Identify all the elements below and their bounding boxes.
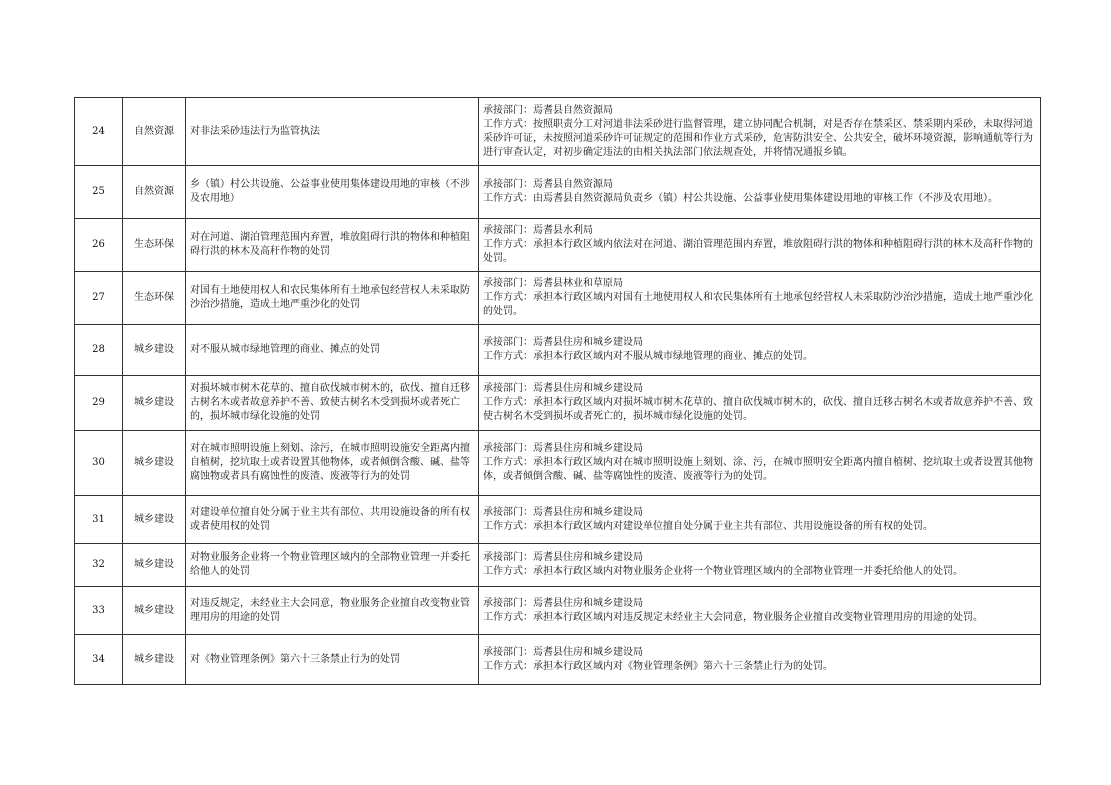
row-number: 33 <box>75 587 123 635</box>
table-row <box>75 98 1041 166</box>
row-info <box>479 219 1041 272</box>
mode-label: 工作方式： <box>483 611 533 623</box>
row-category: 自然资源 <box>123 166 186 219</box>
mode-line <box>483 611 1036 625</box>
dept-label: 承接部门： <box>483 443 533 454</box>
table-row <box>75 166 1041 219</box>
row-number: 32 <box>75 544 123 587</box>
row-number: 34 <box>75 635 123 685</box>
row-item: 对建设单位擅自处分属于业主共有部位、共用设施设备的所有权或者使用权的处罚 <box>186 496 479 544</box>
row-number: 27 <box>75 272 123 325</box>
dept-value: 焉耆县林业和草原局 <box>533 278 623 289</box>
dept-label: 承接部门： <box>483 646 533 658</box>
row-item: 对物业服务企业将一个物业管理区域内的全部物业管理一并委托给他人的处罚 <box>186 544 479 587</box>
mode-line <box>483 396 1036 424</box>
dept-value: 焉耆县住房和城乡建设局 <box>533 443 643 454</box>
mode-label: 工作方式： <box>483 292 533 303</box>
mode-value: 承担本行政区域内依法对在河道、湖泊管理范围内弃置，堆放阻碍行洪的物体和种植阻碍行洪的林木及高秆作物的处罚。 <box>483 239 1033 264</box>
mode-line <box>483 350 1036 364</box>
dept-value: 焉耆县水利局 <box>533 225 593 236</box>
dept-value: 焉耆县住房和城乡建设局 <box>533 597 643 609</box>
mode-label: 工作方式： <box>483 566 533 577</box>
table-row <box>75 587 1041 635</box>
dept-label: 承接部门： <box>483 278 533 289</box>
row-number: 30 <box>75 431 123 496</box>
row-number: 24 <box>75 98 123 166</box>
mode-line <box>483 118 1036 160</box>
row-category: 城乡建设 <box>123 587 186 635</box>
mode-label: 工作方式： <box>483 118 533 130</box>
mode-value: 承担本行政区域内对建设单位擅自处分属于业主共有部位、共用设施设备的所有权的处罚。 <box>533 520 933 532</box>
mode-label: 工作方式： <box>483 660 533 672</box>
row-item: 乡（镇）村公共设施、公益事业使用集体建设用地的审核（不涉及农用地） <box>186 166 479 219</box>
table-row <box>75 496 1041 544</box>
row-item: 对非法采砂违法行为监管执法 <box>186 98 479 166</box>
mode-label: 工作方式： <box>483 239 533 250</box>
row-info <box>479 272 1041 325</box>
dept-value: 焉耆县自然资源局 <box>533 104 613 116</box>
dept-line <box>483 551 1036 565</box>
table-row <box>75 544 1041 587</box>
mode-value: 承担本行政区域内对物业服务企业将一个物业管理区域内的全部物业管理一并委托给他人的处罚。 <box>533 566 963 577</box>
mode-value: 按照职责分工对河道非法采砂进行监督管理，建立协同配合机制，对是否存在禁采区、禁采期内采砂，未取得河道采砂许可证，未按照河道采砂许可证规定的范围和作业方式采砂，危害防洪安全、公共安全，破坏环境资源，影响通航等行为进行审查认定，对初步确定违法的由相关执法部门依法规查处，并将情况通报乡镇。 <box>483 118 1033 158</box>
responsibility-table <box>74 97 1041 685</box>
row-category: 生态环保 <box>123 219 186 272</box>
row-category: 自然资源 <box>123 98 186 166</box>
row-number: 31 <box>75 496 123 544</box>
dept-line <box>483 506 1036 520</box>
table-row <box>75 325 1041 376</box>
row-item: 对《物业管理条例》第六十三条禁止行为的处罚 <box>186 635 479 685</box>
row-info <box>479 166 1041 219</box>
row-info <box>479 635 1041 685</box>
mode-value: 承担本行政区域内对在城市照明设施上刻划、涂、污，在城市照明安全距离内擅自植树、挖坑取土或者设置其他物体，或者倾倒含酸、碱、盐等腐蚀性的废渣、废液等行为的处罚。 <box>483 457 1033 482</box>
table-row <box>75 376 1041 431</box>
row-category: 城乡建设 <box>123 376 186 431</box>
dept-line <box>483 277 1036 291</box>
dept-line <box>483 336 1036 350</box>
table-row <box>75 272 1041 325</box>
mode-line <box>483 660 1036 674</box>
dept-value: 焉耆县住房和城乡建设局 <box>533 337 643 348</box>
row-category: 城乡建设 <box>123 544 186 587</box>
mode-line <box>483 238 1036 266</box>
row-number: 25 <box>75 166 123 219</box>
dept-label: 承接部门： <box>483 552 533 563</box>
dept-value: 焉耆县住房和城乡建设局 <box>533 552 643 563</box>
dept-line <box>483 597 1036 611</box>
mode-label: 工作方式： <box>483 193 533 204</box>
dept-line <box>483 104 1036 118</box>
row-number: 29 <box>75 376 123 431</box>
dept-label: 承接部门： <box>483 179 533 190</box>
row-info <box>479 544 1041 587</box>
mode-label: 工作方式： <box>483 457 533 468</box>
row-info <box>479 325 1041 376</box>
dept-value: 焉耆县自然资源局 <box>533 179 613 190</box>
row-info <box>479 98 1041 166</box>
dept-line <box>483 646 1036 660</box>
mode-value: 承担本行政区域内对违反规定未经业主大会同意，物业服务企业擅自改变物业管理用房的用途的处罚。 <box>533 611 983 623</box>
mode-line <box>483 456 1036 484</box>
row-category: 城乡建设 <box>123 496 186 544</box>
row-category: 城乡建设 <box>123 431 186 496</box>
dept-line <box>483 382 1036 396</box>
mode-label: 工作方式： <box>483 520 533 532</box>
mode-value: 由焉耆县自然资源局负责乡（镇）村公共设施、公益事业使用集体建设用地的审核工作（不涉及农用地）。 <box>533 193 998 204</box>
row-item: 对国有土地使用权人和农民集体所有土地承包经营权人未采取防沙治沙措施，造成土地严重沙化的处罚 <box>186 272 479 325</box>
table-row <box>75 635 1041 685</box>
mode-line <box>483 520 1036 534</box>
row-item: 对违反规定，未经业主大会同意，物业服务企业擅自改变物业管理用房的用途的处罚 <box>186 587 479 635</box>
row-item: 对在河道、湖泊管理范围内弃置，堆放阻碍行洪的物体和种植阻碍行洪的林木及高秆作物的处罚 <box>186 219 479 272</box>
row-info <box>479 496 1041 544</box>
mode-line <box>483 291 1036 319</box>
dept-value: 焉耆县住房和城乡建设局 <box>533 646 643 658</box>
table-row <box>75 219 1041 272</box>
mode-label: 工作方式： <box>483 351 533 362</box>
dept-line <box>483 178 1036 192</box>
row-item: 对在城市照明设施上刻划、涂污，在城市照明设施安全距离内擅自植树，挖坑取土或者设置其他物体，或者倾倒含酸、碱、盐等腐蚀物或者具有腐蚀性的废渣、废液等行为的处罚 <box>186 431 479 496</box>
dept-label: 承接部门： <box>483 225 533 236</box>
row-category: 城乡建设 <box>123 325 186 376</box>
row-info <box>479 376 1041 431</box>
dept-label: 承接部门： <box>483 383 533 394</box>
mode-value: 承担本行政区域内对国有土地使用权人和农民集体所有土地承包经营权人未采取防沙治沙措施，造成土地严重沙化的处罚。 <box>483 292 1033 317</box>
row-item: 对损坏城市树木花草的、擅自砍伐城市树木的，砍伐、擅自迁移古树名木或者故意养护不善、致使古树名木受到损坏或者死亡的，损坏城市绿化设施的处罚 <box>186 376 479 431</box>
dept-line <box>483 224 1036 238</box>
dept-line <box>483 442 1036 456</box>
mode-label: 工作方式： <box>483 397 533 408</box>
dept-label: 承接部门： <box>483 337 533 348</box>
mode-value: 承担本行政区域内对损坏城市树木花草的、擅自砍伐城市树木的，砍伐、擅自迁移古树名木或者故意养护不善、致使古树名木受到损坏或者死亡的，损坏城市绿化设施的处罚。 <box>483 397 1033 422</box>
row-item: 对不服从城市绿地管理的商业、摊点的处罚 <box>186 325 479 376</box>
row-number: 26 <box>75 219 123 272</box>
row-info <box>479 431 1041 496</box>
dept-label: 承接部门： <box>483 506 533 518</box>
row-number: 28 <box>75 325 123 376</box>
mode-value: 承担本行政区域内对《物业管理条例》第六十三条禁止行为的处罚。 <box>533 660 833 672</box>
row-info <box>479 587 1041 635</box>
dept-value: 焉耆县住房和城乡建设局 <box>533 383 643 394</box>
mode-value: 承担本行政区域内对不服从城市绿地管理的商业、摊点的处罚。 <box>533 351 813 362</box>
mode-line <box>483 192 1036 206</box>
dept-label: 承接部门： <box>483 104 533 116</box>
row-category: 城乡建设 <box>123 635 186 685</box>
row-category: 生态环保 <box>123 272 186 325</box>
mode-line <box>483 565 1036 579</box>
table-row <box>75 431 1041 496</box>
dept-value: 焉耆县住房和城乡建设局 <box>533 506 643 518</box>
dept-label: 承接部门： <box>483 597 533 609</box>
